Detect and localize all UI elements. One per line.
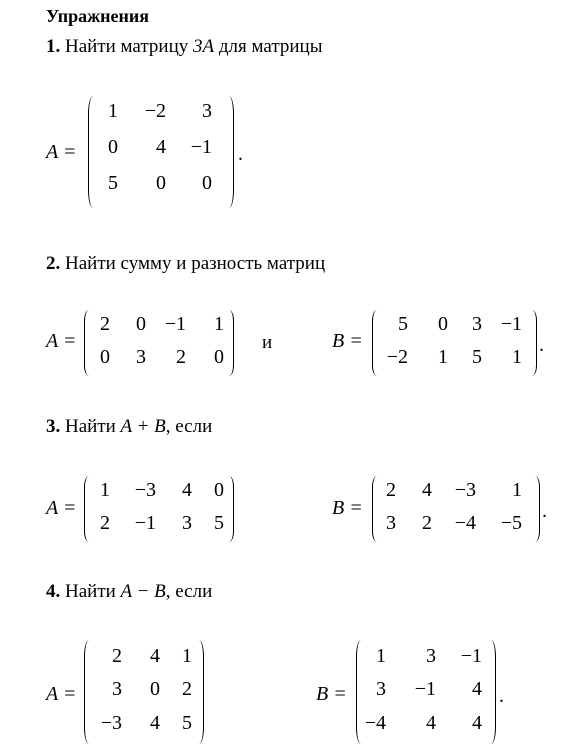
matrix-entry: 4 [422, 479, 432, 501]
left-parenthesis [372, 310, 382, 376]
matrix-entry: −1 [190, 136, 212, 158]
matrix-entry: −2 [386, 346, 408, 368]
matrix-entry: −1 [134, 512, 156, 534]
matrix-entry: 3 [136, 346, 146, 368]
task-text: Найти [60, 581, 121, 602]
matrix-a [84, 476, 234, 542]
matrix-a [88, 96, 234, 208]
matrix-entry: −3 [100, 712, 122, 734]
task-text-tail: , если [165, 581, 213, 602]
matrix-entry: 1 [512, 479, 522, 501]
task-expression: A + B [120, 416, 166, 437]
task-expression: A − B [120, 581, 166, 602]
matrix-entry: 1 [214, 313, 224, 335]
task-3 [46, 416, 212, 438]
left-parenthesis [84, 476, 94, 542]
task-text: Найти сумму и разность матриц [60, 253, 326, 274]
matrix-entry: 2 [422, 512, 432, 534]
matrix-entry: −4 [364, 712, 386, 734]
matrix-entry: 4 [472, 712, 482, 734]
matrix-entry: −1 [460, 645, 482, 667]
matrix-entry: 1 [376, 645, 386, 667]
task-number: 2. [46, 253, 61, 274]
label-a: A = [46, 330, 77, 352]
right-parenthesis [530, 476, 540, 542]
task-number: 4. [46, 581, 61, 602]
task-text: Найти [60, 416, 121, 437]
task-2 [46, 253, 325, 275]
period: . [499, 685, 504, 707]
matrix-a [84, 640, 204, 744]
task-text: Найти матрицу [60, 36, 193, 57]
matrix-entry: 0 [438, 313, 448, 335]
matrix-entry: −4 [454, 512, 476, 534]
period: . [238, 143, 243, 165]
matrix-entry: 0 [214, 479, 224, 501]
matrix-entry: −3 [454, 479, 476, 501]
task-1 [46, 36, 322, 58]
conjunction-and: и [262, 332, 273, 353]
matrix-entry: −3 [134, 479, 156, 501]
matrix-entry: 2 [100, 512, 110, 534]
right-parenthesis [224, 476, 234, 542]
matrix-entry: 4 [156, 136, 166, 158]
matrix-entry: 0 [100, 346, 110, 368]
matrix-entry: 1 [108, 100, 118, 122]
matrix-entry: 0 [202, 172, 212, 194]
matrix-entry: 4 [426, 712, 436, 734]
right-parenthesis [194, 640, 204, 744]
matrix-entry: 4 [150, 645, 160, 667]
matrix-entry: −2 [144, 100, 166, 122]
matrix-entry: −1 [414, 678, 436, 700]
matrix-entry: 0 [156, 172, 166, 194]
matrix-entry: 0 [150, 678, 160, 700]
matrix-entry: 0 [108, 136, 118, 158]
matrix-entry: 1 [438, 346, 448, 368]
matrix-entry: 5 [214, 512, 224, 534]
matrix-b [372, 476, 540, 542]
right-parenthesis [486, 640, 496, 744]
matrix-entry: 4 [182, 479, 192, 501]
matrix-entry: 5 [398, 313, 408, 335]
period: . [539, 334, 544, 356]
matrix-entry: 0 [136, 313, 146, 335]
left-parenthesis [88, 96, 98, 208]
period: . [542, 500, 547, 522]
matrix-b [372, 310, 537, 376]
left-parenthesis [84, 310, 94, 376]
matrix-entry: 3 [182, 512, 192, 534]
label-b: B = [316, 683, 347, 705]
matrix-entry: 2 [112, 645, 122, 667]
matrix-entry: 3 [472, 313, 482, 335]
matrix-entry: 1 [512, 346, 522, 368]
matrix-entry: 2 [386, 479, 396, 501]
matrix-entry: 3 [202, 100, 212, 122]
right-parenthesis [224, 310, 234, 376]
task-number: 1. [46, 36, 61, 57]
task-expression: 3A [193, 36, 215, 57]
label-a: A = [46, 497, 77, 519]
matrix-entry: 3 [426, 645, 436, 667]
matrix-entry: 2 [100, 313, 110, 335]
matrix-entry: 5 [182, 712, 192, 734]
matrix-a [84, 310, 234, 376]
matrix-entry: 4 [150, 712, 160, 734]
matrix-entry: 5 [108, 172, 118, 194]
matrix-entry: 0 [214, 346, 224, 368]
matrix-entry: −1 [164, 313, 186, 335]
matrix-entry: 4 [472, 678, 482, 700]
label-b: B = [332, 330, 363, 352]
matrix-entry: −1 [500, 313, 522, 335]
matrix-entry: 3 [376, 678, 386, 700]
matrix-b [356, 640, 496, 744]
label-a: A = [46, 141, 77, 163]
right-parenthesis [224, 96, 234, 208]
matrix-entry: 3 [386, 512, 396, 534]
matrix-entry: −5 [500, 512, 522, 534]
left-parenthesis [372, 476, 382, 542]
matrix-entry: 2 [176, 346, 186, 368]
left-parenthesis [84, 640, 94, 744]
task-number: 3. [46, 416, 61, 437]
exercises-heading: Упражнения [46, 6, 150, 26]
matrix-entry: 1 [100, 479, 110, 501]
matrix-entry: 3 [112, 678, 122, 700]
task-4 [46, 581, 212, 603]
label-a: A = [46, 683, 77, 705]
matrix-entry: 1 [182, 645, 192, 667]
task-text-tail: для матрицы [214, 36, 323, 57]
right-parenthesis [527, 310, 537, 376]
task-text-tail: , если [165, 416, 213, 437]
label-b: B = [332, 497, 363, 519]
matrix-entry: 5 [472, 346, 482, 368]
matrix-entry: 2 [182, 678, 192, 700]
